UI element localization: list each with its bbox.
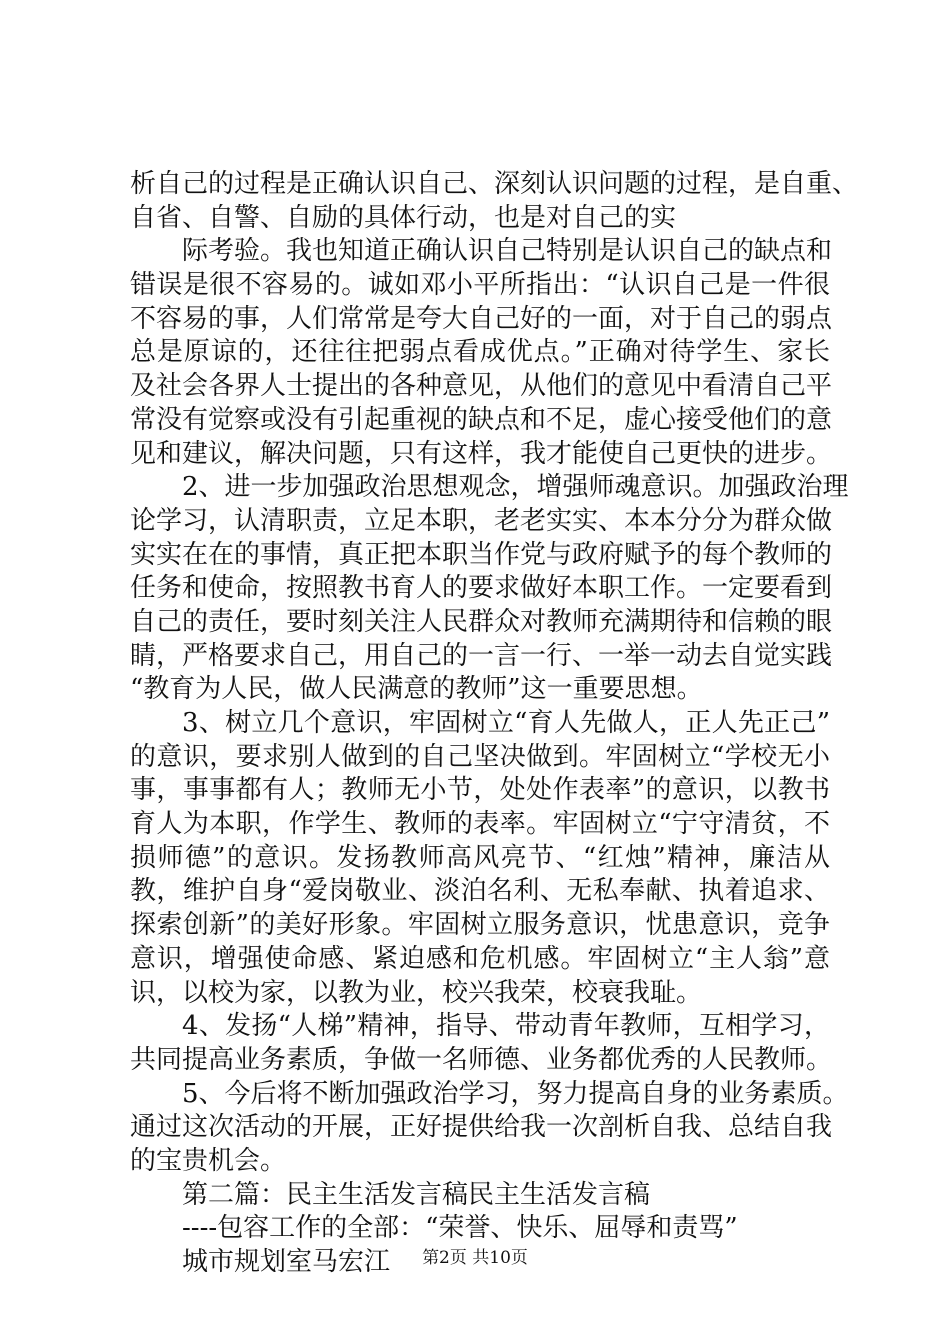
text-line: 实实在在的事情，真正把本职当作党与政府赋予的每个教师的 xyxy=(130,539,833,570)
text-line: 通过这次活动的开展，正好提供给我一次剖析自我、总结自我 xyxy=(130,1112,833,1143)
document-body xyxy=(130,168,859,1280)
text-line: 4、发扬“人梯”精神，指导、带动青年教师，互相学习， xyxy=(182,1011,830,1042)
text-line: 及社会各界人士提出的各种意见，从他们的意见中看清自己平 xyxy=(130,371,833,402)
section-heading: 第二篇：民主生活发言稿民主生活发言稿 xyxy=(182,1179,651,1210)
text-line: 事，事事都有人；教师无小节，处处作表率”的意识，以教书 xyxy=(130,775,830,806)
text-line: 3、树立几个意识，牢固树立“育人先做人，正人先正己” xyxy=(182,708,830,738)
text-line: 错误是很不容易的。诚如邓小平所指出：“认识自己是一件很 xyxy=(130,270,830,301)
section-subtitle: ----包容工作的全部：“荣誉、快乐、屈辱和责骂” xyxy=(182,1213,738,1244)
text-line: 论学习，认清职责，立足本职，老老实实、本本分分为群众做 xyxy=(130,505,833,536)
text-line: 2、进一步加强政治思想观念，增强师魂意识。加强政治理 xyxy=(182,472,849,503)
text-line: 的意识，要求别人做到的自己坚决做到。牢固树立“学校无小 xyxy=(130,741,830,772)
text-line: 自省、自警、自励的具体行动，也是对自己的实 xyxy=(130,202,677,233)
page-footer: 第2页 共10页 xyxy=(422,1248,528,1268)
text-line: 析自己的过程是正确认识自己、深刻认识问题的过程，是自重、 xyxy=(130,169,859,199)
text-line: 的宝贵机会。 xyxy=(130,1145,287,1176)
text-line: 总是原谅的，还往往把弱点看成优点。”正确对待学生、家长 xyxy=(130,337,830,368)
text-line: 际考验。我也知道正确认识自己特别是认识自己的缺点和 xyxy=(182,236,833,267)
text-line: 常没有觉察或没有引起重视的缺点和不足，虚心接受他们的意 xyxy=(130,404,833,435)
text-line: 见和建议，解决问题，只有这样，我才能使自己更快的进步。 xyxy=(130,438,833,469)
text-line: 共同提高业务素质，争做一名师德、业务都优秀的人民教师。 xyxy=(130,1044,833,1075)
author-line: 城市规划室马宏江 xyxy=(182,1247,391,1277)
text-line: 教，维护自身“爱岗敬业、淡泊名利、无私奉献、执着追求、 xyxy=(130,876,830,907)
text-line: 损师德”的意识。发扬教师高风亮节、“红烛”精神，廉洁从 xyxy=(130,842,830,873)
text-line: 探索创新”的美好形象。牢固树立服务意识，忧患意识，竞争 xyxy=(130,910,830,941)
text-line: 睛，严格要求自己，用自己的一言一行、一举一动去自觉实践 xyxy=(130,640,833,671)
text-line: 自己的责任，要时刻关注人民群众对教师充满期待和信赖的眼 xyxy=(130,606,833,637)
text-line: 意识，增强使命感、紧迫感和危机感。牢固树立“主人翁”意 xyxy=(130,943,830,974)
text-line: 育人为本职，作学生、教师的表率。牢固树立“宁守清贫，不 xyxy=(130,809,830,840)
text-line: 不容易的事，人们常常是夸大自己好的一面，对于自己的弱点 xyxy=(130,303,833,334)
text-line: “教育为人民，做人民满意的教师”这一重要思想。 xyxy=(130,674,703,705)
text-line: 任务和使命，按照教书育人的要求做好本职工作。一定要看到 xyxy=(130,573,833,604)
text-line: 5、今后将不断加强政治学习，努力提高自身的业务素质。 xyxy=(182,1078,849,1109)
text-line: 识，以校为家，以教为业，校兴我荣，校衰我耻。 xyxy=(130,977,703,1008)
